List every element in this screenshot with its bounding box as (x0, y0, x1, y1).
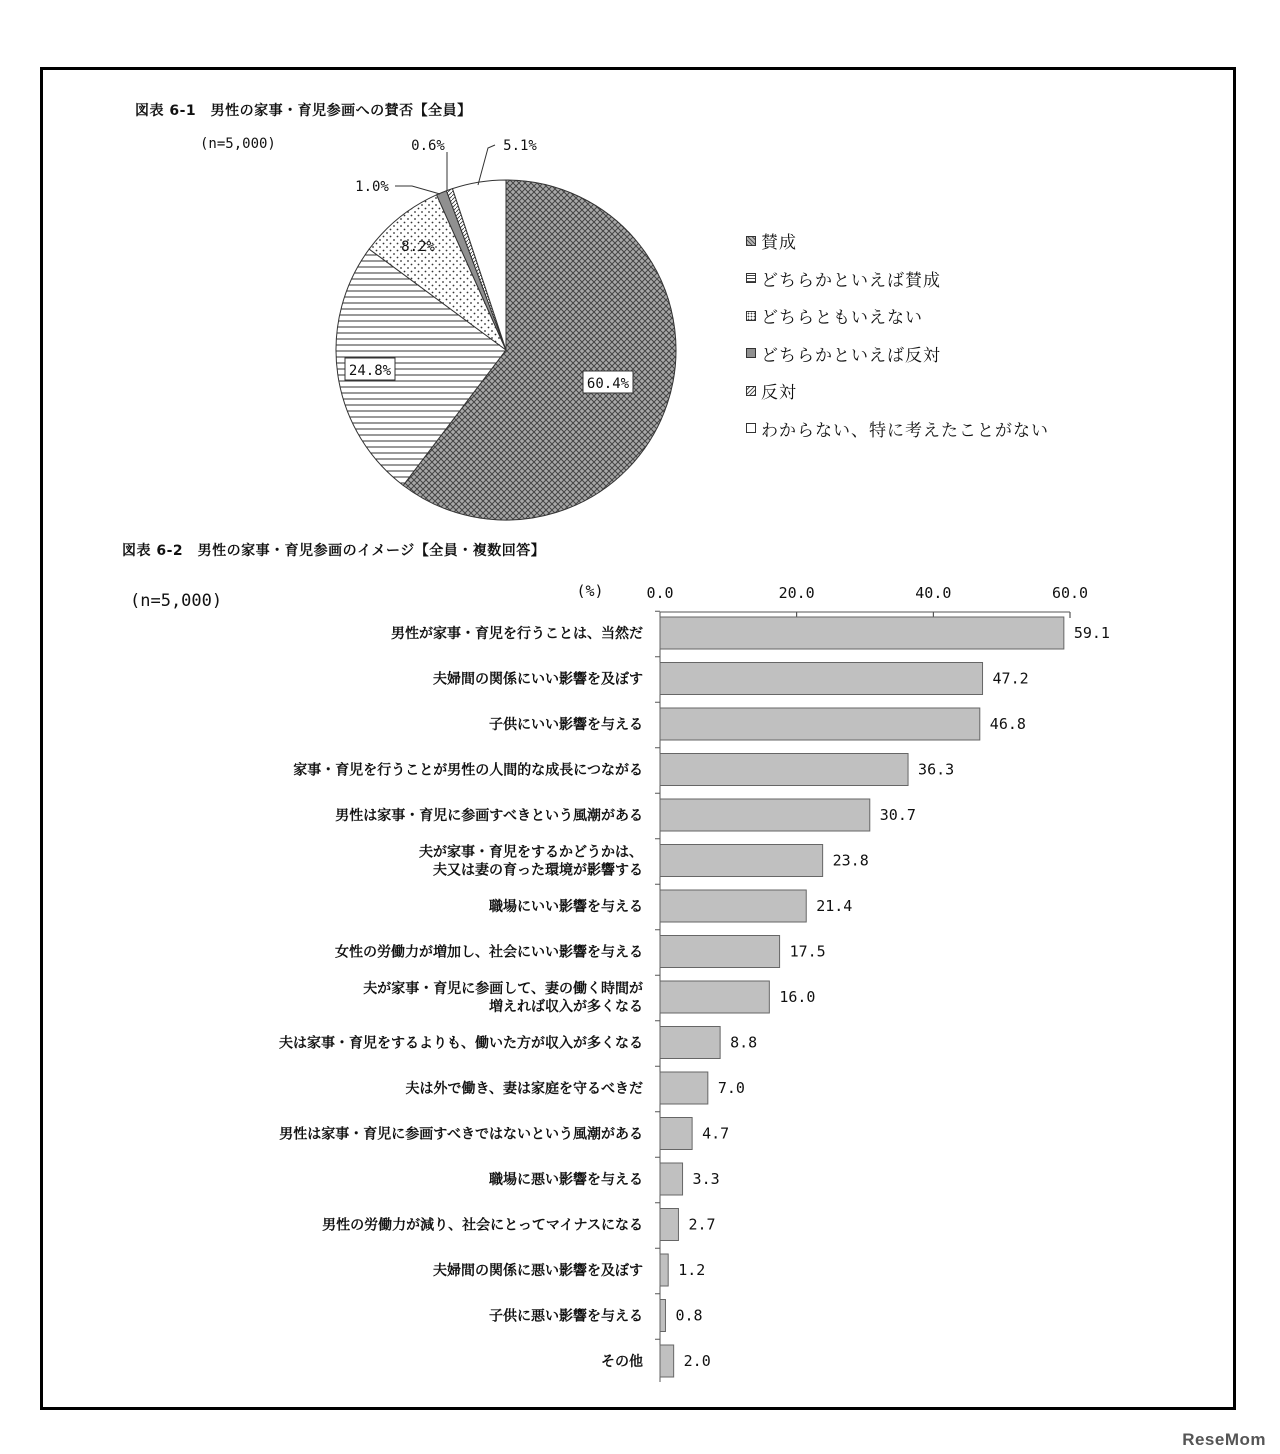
bar-category-label-14: 夫婦間の関係に悪い影響を及ぼす (433, 1263, 643, 1279)
bar-category-label-2: 子供にいい影響を与える (489, 717, 643, 733)
bar-0 (660, 617, 1064, 649)
bar-value-label-8: 16.0 (779, 988, 816, 1006)
bar-category-label-13: 男性の労働力が減り、社会にとってマイナスになる (322, 1217, 643, 1234)
bar-unit-label: (%) (576, 582, 604, 600)
bar-3 (660, 754, 908, 786)
bar-value-label-6: 21.4 (816, 897, 853, 915)
legend-item-3 (746, 335, 1049, 373)
legend-label-0: 賛成 (761, 233, 797, 254)
pie-value-label-3: 1.0% (355, 179, 389, 195)
bar-value-label-15: 0.8 (675, 1306, 703, 1325)
bar-10 (660, 1072, 708, 1104)
legend-label-3: どちらかといえば反対 (761, 345, 941, 366)
bar-tick-label-3: 60.0 (1051, 584, 1089, 602)
legend-item-5 (746, 410, 1049, 448)
watermark: ReseMom (1182, 1430, 1266, 1449)
bar-value-label-7: 17.5 (789, 942, 826, 961)
pie-value-label-1: 24.8% (348, 363, 392, 379)
bar-chart-title: 図表 6-2 男性の家事・育児参画のイメージ【全員・複数回答】 (122, 543, 546, 559)
bar-value-label-0: 59.1 (1073, 624, 1110, 642)
bar-value-label-11: 4.7 (702, 1124, 730, 1143)
legend-swatch-5 (746, 423, 756, 433)
bar-4 (660, 799, 870, 831)
bar-category-label-16: その他 (601, 1354, 643, 1370)
bar-value-label-16: 2.0 (683, 1352, 711, 1370)
bar-value-label-13: 2.7 (688, 1215, 716, 1234)
bar-tick-label-1: 20.0 (778, 584, 815, 602)
pie-value-label-5: 5.1% (503, 138, 537, 154)
legend-item-1 (746, 260, 1049, 298)
bar-13 (660, 1209, 678, 1241)
bar-category-label-5-line-1: 夫又は妻の育った環境が影響する (433, 862, 643, 879)
legend-swatch-4 (746, 386, 756, 396)
bar-value-label-14: 1.2 (678, 1261, 706, 1279)
legend-swatch-1 (746, 273, 756, 283)
legend-label-4: 反対 (761, 383, 797, 404)
bar-category-label-5-line-0: 夫が家事・育児をするかどうかは、 (419, 844, 643, 861)
legend-label-2: どちらともいえない (761, 308, 923, 329)
bar-category-label-10: 夫は外で働き、妻は家庭を守るべきだ (405, 1081, 643, 1097)
pie-leader-line-3 (395, 186, 440, 194)
legend-swatch-3 (746, 348, 756, 358)
bar-16 (660, 1345, 674, 1377)
bar-value-label-2: 46.8 (989, 715, 1026, 733)
bar-category-label-7: 女性の労働力が増加し、社会にいい影響を与える (335, 944, 643, 961)
bar-value-label-9: 8.8 (730, 1033, 758, 1052)
bar-category-label-1: 夫婦間の関係にいい影響を及ぼす (433, 671, 643, 688)
bar-tick-label-2: 40.0 (915, 584, 952, 602)
bar-value-label-12: 3.3 (692, 1170, 720, 1188)
bar-1 (660, 663, 983, 695)
pie-chart-title: 図表 6-1 男性の家事・育児参画への賛否【全員】 (135, 103, 472, 119)
bar-value-label-10: 7.0 (717, 1079, 745, 1097)
bar-chart (0, 570, 1280, 1390)
bar-9 (660, 1027, 720, 1059)
bar-14 (660, 1254, 668, 1286)
pie-chart (0, 0, 1280, 540)
bar-5 (660, 845, 823, 877)
bar-category-label-8-line-0: 夫が家事・育児に参画して、妻の働く時間が (363, 981, 643, 997)
bar-12 (660, 1163, 683, 1195)
bar-6 (660, 890, 806, 922)
bar-value-label-1: 47.2 (992, 669, 1029, 688)
legend-item-2 (746, 297, 1049, 335)
bar-chart-note: (n=5,000) (130, 591, 223, 611)
bar-value-label-3: 36.3 (918, 760, 955, 779)
pie-leader-line-5 (478, 145, 495, 185)
bar-category-label-3: 家事・育児を行うことが男性の人間的な成長につながる (293, 762, 643, 779)
legend-swatch-0 (746, 236, 756, 246)
legend-label-5: わからない、特に考えたことがない (761, 420, 1049, 441)
bar-8 (660, 981, 769, 1013)
pie-value-label-2: 8.2% (401, 239, 435, 255)
bar-category-label-15: 子供に悪い影響を与える (489, 1308, 643, 1325)
bar-category-label-6: 職場にいい影響を与える (489, 899, 643, 915)
bar-category-label-8-line-1: 増えれば収入が多くなる (489, 999, 643, 1015)
legend-label-1: どちらかといえば賛成 (761, 270, 941, 291)
bar-15 (660, 1300, 665, 1332)
bar-category-label-0: 男性が家事・育児を行うことは、当然だ (391, 626, 643, 642)
pie-value-label-4: 0.6% (411, 138, 445, 154)
bar-7 (660, 936, 780, 968)
bar-category-label-4: 男性は家事・育児に参画すべきという風潮がある (335, 808, 643, 824)
bar-2 (660, 708, 980, 740)
bar-value-label-4: 30.7 (879, 806, 916, 824)
pie-chart-note: (n=5,000) (200, 136, 276, 152)
bar-category-label-12: 職場に悪い影響を与える (489, 1172, 643, 1188)
pie-value-label-0: 60.4% (586, 376, 630, 392)
pie-legend (746, 222, 1049, 447)
bar-tick-label-0: 0.0 (646, 584, 674, 602)
bar-value-label-5: 23.8 (832, 851, 869, 870)
bar-category-label-9: 夫は家事・育児をするよりも、働いた方が収入が多くなる (279, 1035, 643, 1052)
bar-category-label-11: 男性は家事・育児に参画すべきではないという風潮がある (279, 1126, 643, 1143)
bar-11 (660, 1118, 692, 1150)
legend-swatch-2 (746, 311, 756, 321)
legend-item-0 (746, 222, 1049, 260)
legend-item-4 (746, 372, 1049, 410)
